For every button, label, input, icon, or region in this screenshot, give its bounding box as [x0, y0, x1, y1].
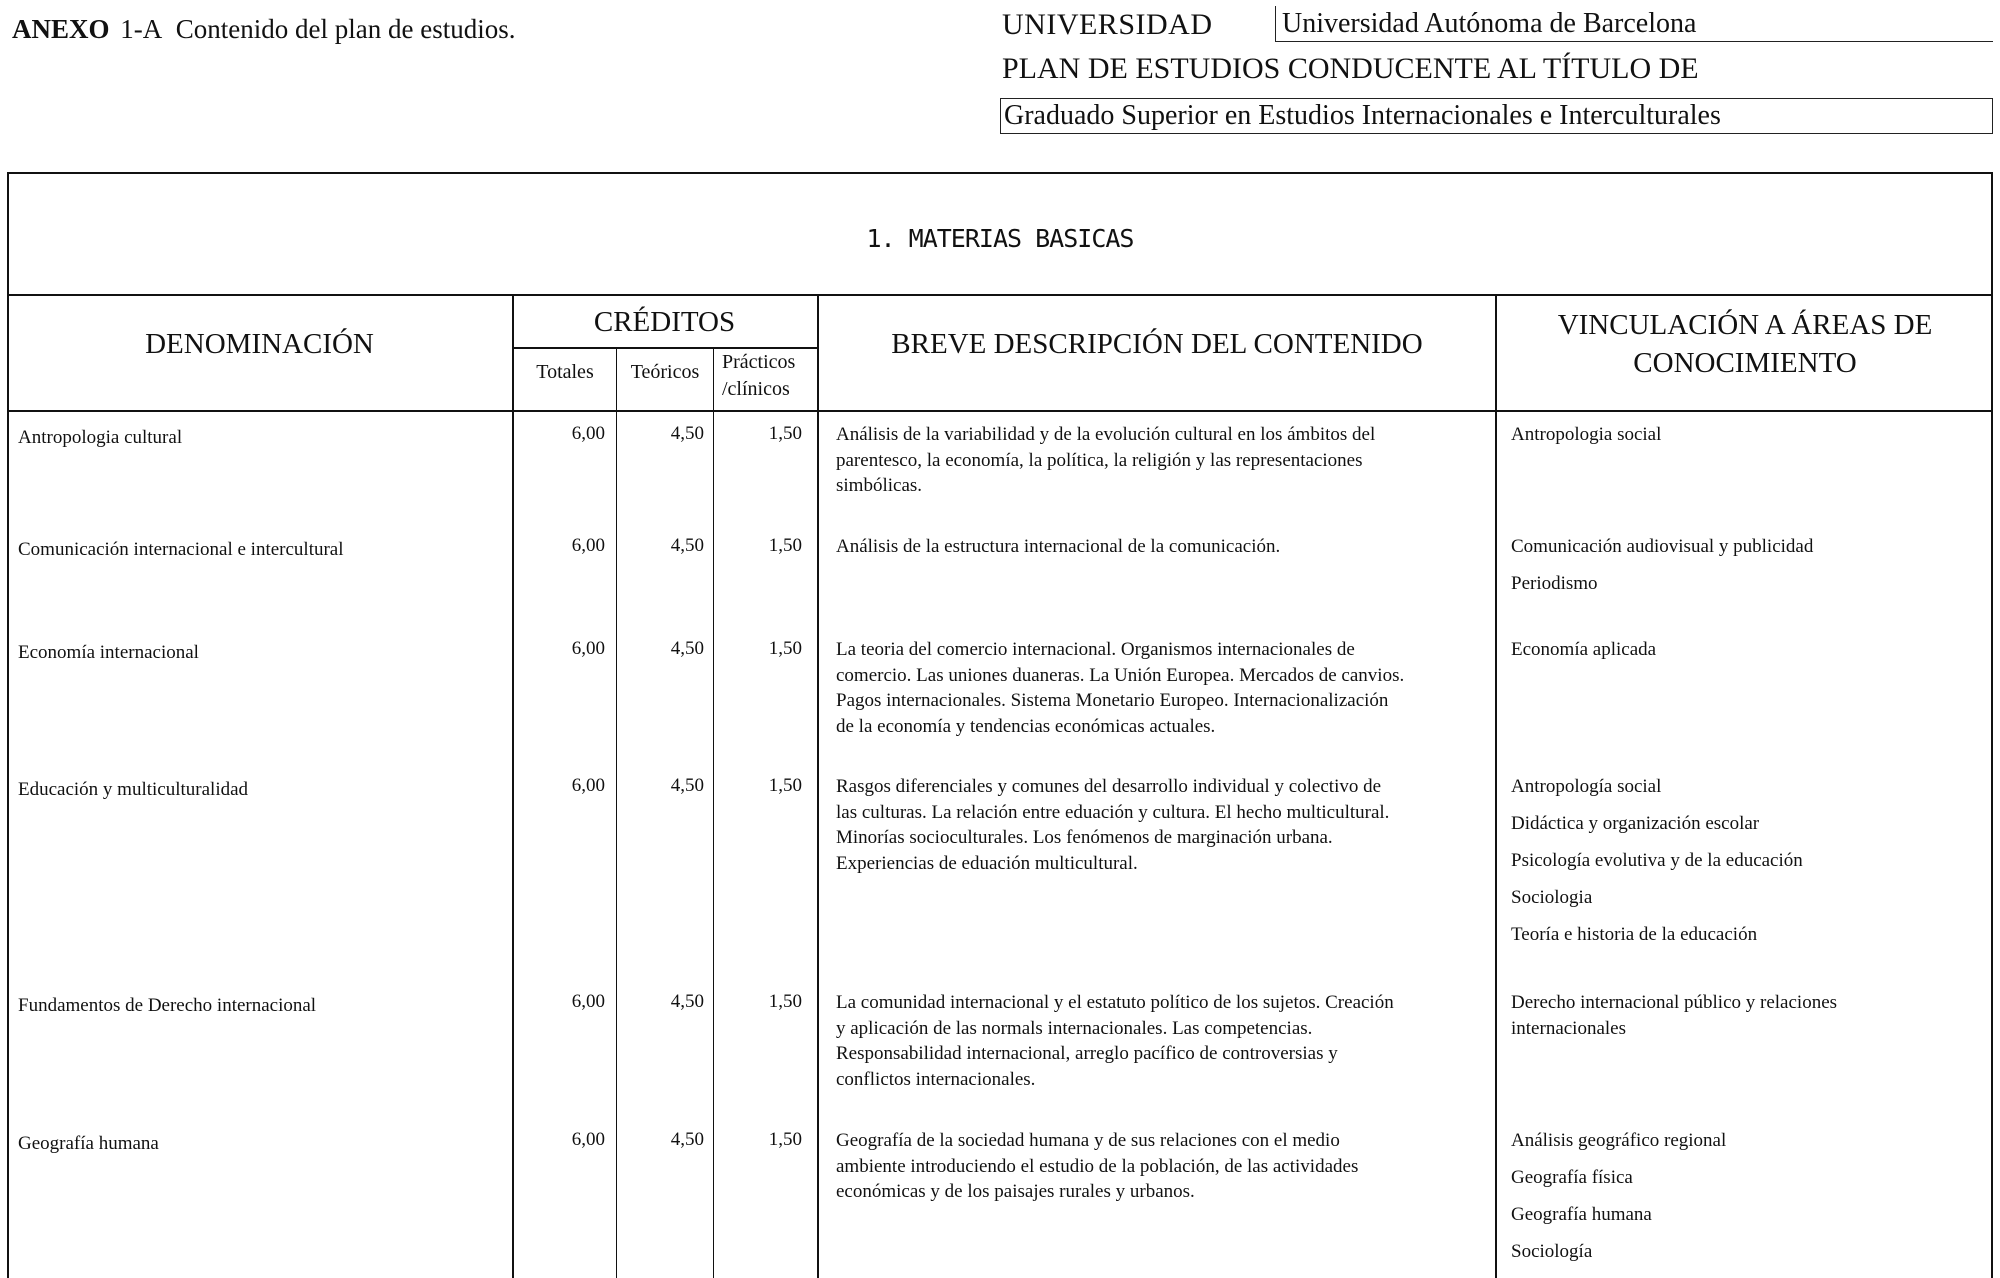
- row-description-line: La comunidad internacional y el estatuto político de los sujetos. Creación: [836, 992, 1394, 1013]
- row-knowledge-area: Geografía física: [1511, 1167, 1633, 1188]
- row-teoricos: 4,50: [670, 991, 704, 1012]
- section-divider: [7, 294, 1993, 296]
- row-denominacion: Economía internacional: [18, 642, 199, 663]
- vinculacion-line-1: VINCULACIÓN A ÁREAS DE: [1557, 309, 1933, 341]
- row-teoricos: 4,50: [670, 423, 704, 444]
- university-name-field: Universidad Autónoma de Barcelona: [1275, 6, 1993, 42]
- row-description-line: ambiente introduciendo el estudio de la población, de las actividades: [836, 1155, 1359, 1177]
- row-knowledge-area: Periodismo: [1511, 573, 1598, 594]
- row-description-line: Experiencias de eduación multicultural.: [836, 852, 1138, 874]
- row-description-line: conflictos internacionales.: [836, 1068, 1036, 1090]
- row-knowledge-area: Economía aplicada: [1511, 639, 1657, 660]
- row-knowledge-area: Didáctica y organización escolar: [1511, 813, 1760, 834]
- row-teoricos: 4,50: [670, 638, 704, 659]
- row-practicos: 1,50: [768, 535, 802, 556]
- row-teoricos: 4,50: [670, 1129, 704, 1150]
- column-divider: [1495, 296, 1497, 1278]
- row-description-line: parentesco, la economía, la política, la religión y las representaciones: [836, 449, 1363, 471]
- row-totales: 6,00: [571, 423, 605, 444]
- row-description-line: Análisis de la variabilidad y de la evolución cultural en los ámbitos del: [836, 424, 1376, 445]
- row-totales: 6,00: [571, 1129, 605, 1150]
- column-header-totales: Totales: [536, 361, 594, 383]
- row-denominacion: Comunicación internacional e intercultural: [18, 539, 344, 560]
- column-header-denominacion: DENOMINACIÓN: [145, 328, 374, 360]
- row-description-line: simbólicas.: [836, 475, 923, 496]
- row-practicos: 1,50: [768, 775, 802, 796]
- degree-title-field: Graduado Superior en Estudios Internacionales e Interculturales: [1000, 98, 1993, 134]
- row-knowledge-area: Teoría e historia de la educación: [1511, 924, 1758, 945]
- university-label: UNIVERSIDAD: [1002, 8, 1213, 41]
- section-title: 1. MATERIAS BASICAS: [866, 224, 1134, 253]
- vinculacion-line-2: CONOCIMIENTO: [1633, 347, 1857, 379]
- row-description-line: de la economía y tendencias económicas actuales.: [836, 715, 1216, 737]
- plan-heading: PLAN DE ESTUDIOS CONDUCENTE AL TÍTULO DE: [1002, 52, 1699, 85]
- annex-heading: [12, 14, 515, 45]
- row-totales: 6,00: [571, 991, 605, 1012]
- row-description-line: Minorías socioculturales. Los fenómenos de marginación urbana.: [836, 827, 1333, 848]
- row-description-line: Análisis de la estructura internacional de la comunicación.: [836, 536, 1281, 557]
- row-denominacion: Geografía humana: [18, 1133, 159, 1154]
- row-practicos: 1,50: [768, 423, 802, 444]
- row-description-line: comercio. Las uniones duaneras. La Unión Europea. Mercados de canvios.: [836, 664, 1405, 686]
- row-knowledge-area: Psicología evolutiva y de la educación: [1511, 850, 1803, 871]
- row-description-line: Responsabilidad internacional, arreglo pacífico de controversias y: [836, 1043, 1338, 1064]
- practicos-line-1: Prácticos: [722, 351, 796, 373]
- row-denominacion: Fundamentos de Derecho internacional: [18, 995, 317, 1016]
- row-knowledge-area: Comunicación audiovisual y publicidad: [1511, 536, 1814, 557]
- annex-code: 1-A: [120, 14, 163, 44]
- row-totales: 6,00: [571, 638, 605, 659]
- row-knowledge-area: internacionales: [1511, 1017, 1627, 1039]
- header-divider: [7, 410, 1993, 412]
- column-divider: [512, 296, 514, 1278]
- column-header-teoricos: Teóricos: [630, 361, 700, 383]
- row-knowledge-area: Geografía humana: [1511, 1204, 1652, 1225]
- row-description-line: Geografía de la sociedad humana y de sus relaciones con el medio: [836, 1130, 1340, 1151]
- row-teoricos: 4,50: [670, 775, 704, 796]
- row-practicos: 1,50: [768, 638, 802, 659]
- row-description-line: Pagos internacionales. Sistema Monetario Europeo. Internacionalización: [836, 690, 1389, 711]
- row-totales: 6,00: [571, 535, 605, 556]
- row-knowledge-area: Antropología social: [1511, 776, 1662, 797]
- column-divider: [817, 296, 819, 1278]
- row-practicos: 1,50: [768, 1129, 802, 1150]
- row-knowledge-area: Análisis geográfico regional: [1511, 1130, 1727, 1151]
- column-header-creditos: CRÉDITOS: [593, 306, 736, 338]
- annex-label: ANEXO: [12, 14, 110, 44]
- row-denominacion: Educación y multiculturalidad: [18, 779, 249, 800]
- row-practicos: 1,50: [768, 991, 802, 1012]
- row-knowledge-area: Sociologia: [1511, 887, 1593, 908]
- row-knowledge-area: Derecho internacional público y relaciones: [1511, 992, 1838, 1013]
- row-denominacion: Antropologia cultural: [18, 427, 183, 448]
- row-description-line: y aplicación de las normals internacionales. Las competencias.: [836, 1017, 1313, 1039]
- annex-text: Contenido del plan de estudios.: [175, 14, 516, 44]
- column-header-descripcion: BREVE DESCRIPCIÓN DEL CONTENIDO: [891, 328, 1423, 360]
- column-header-practicos: [714, 349, 817, 403]
- row-knowledge-area: Sociología: [1511, 1241, 1593, 1262]
- row-description-line: las culturas. La relación entre eduación y cultura. El hecho multicultural.: [836, 801, 1390, 823]
- column-divider: [616, 348, 617, 1278]
- row-description-line: La teoria del comercio internacional. Organismos internacionales de: [836, 639, 1355, 660]
- row-knowledge-area: Antropologia social: [1511, 424, 1662, 445]
- row-description-line: Rasgos diferenciales y comunes del desarrollo individual y colectivo de: [836, 776, 1382, 797]
- row-teoricos: 4,50: [670, 535, 704, 556]
- row-totales: 6,00: [571, 775, 605, 796]
- row-description-line: económicas y de los paisajes rurales y urbanos.: [836, 1181, 1195, 1202]
- practicos-line-2: /clínicos: [722, 378, 790, 400]
- column-divider: [713, 348, 714, 1278]
- column-header-vinculacion: [1497, 306, 1993, 382]
